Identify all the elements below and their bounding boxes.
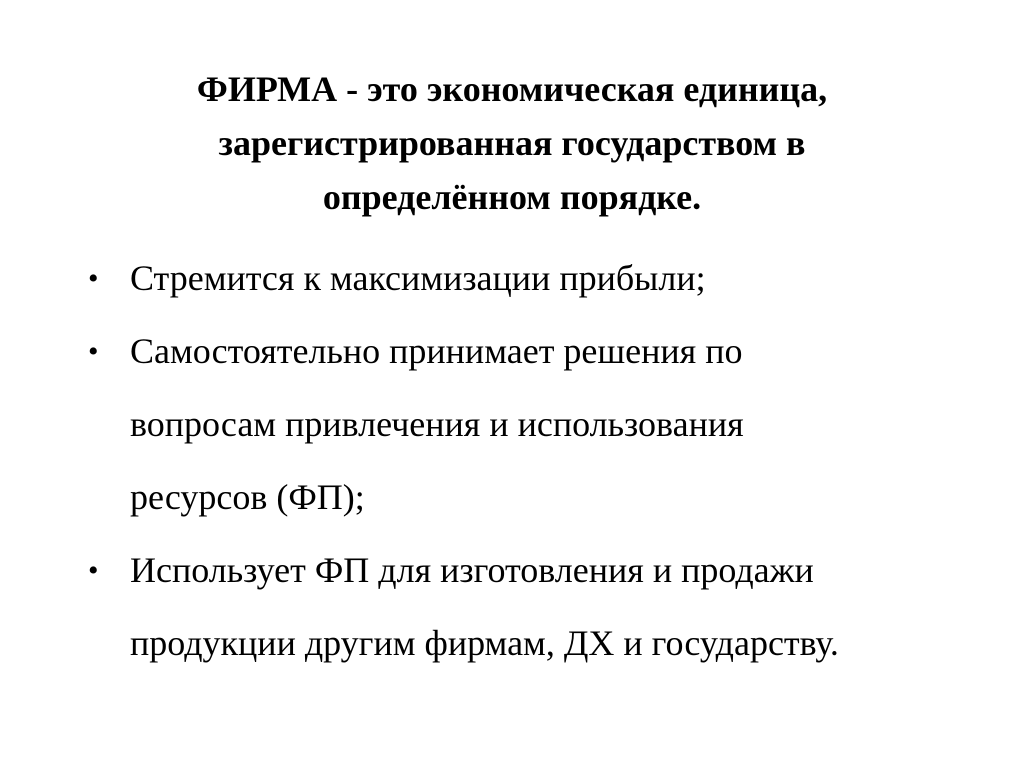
bullet-text: вопросам привлечения и использования — [130, 404, 744, 444]
slide-title — [60, 62, 964, 224]
title-line: зарегистрированная государством в — [218, 123, 806, 163]
bullet-list — [88, 242, 988, 680]
bullet-item-decisions — [88, 315, 988, 534]
bullet-text: Самостоятельно принимает решения по — [130, 331, 743, 371]
bullet-text: Стремится к максимизации прибыли; — [130, 258, 706, 298]
bullet-icon: • — [88, 262, 99, 295]
title-line: ФИРМА - это экономическая единица, — [196, 69, 828, 109]
bullet-text: Использует ФП для изготовления и продажи — [130, 550, 814, 590]
bullet-item-usage — [88, 534, 988, 680]
bullet-text: продукции другим фирмам, ДХ и государству. — [130, 623, 839, 663]
bullet-icon: • — [88, 335, 99, 368]
bullet-icon: • — [88, 554, 99, 587]
title-line: определённом порядке. — [322, 177, 702, 217]
bullet-item-profit — [88, 242, 988, 315]
bullet-text: ресурсов (ФП); — [130, 477, 365, 517]
